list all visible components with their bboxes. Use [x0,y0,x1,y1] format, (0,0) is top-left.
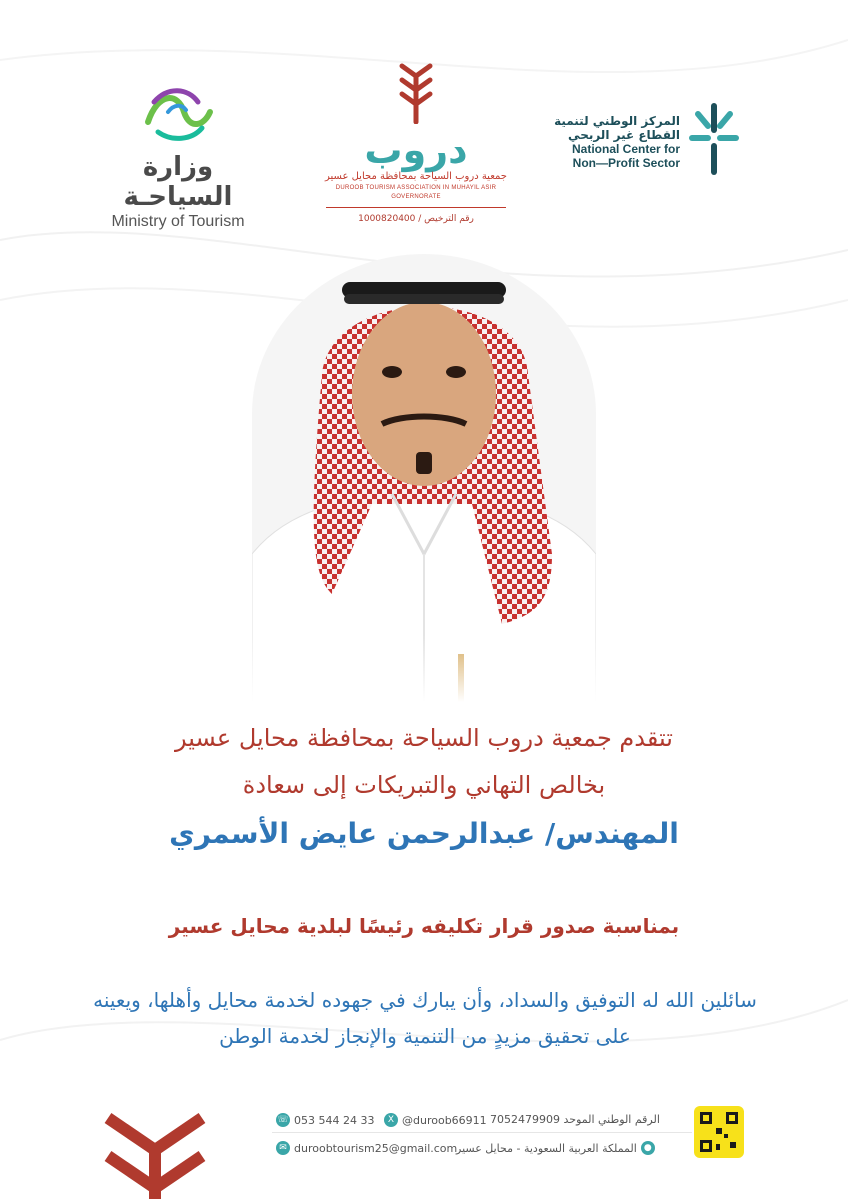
national-number: الرقم الوطني الموحد 7052479909 [490,1113,660,1126]
duroob-name: دروب [364,128,468,172]
tourism-arabic-name: وزارة السياحـة [123,152,233,212]
ncnp-star-icon [686,100,742,178]
duroob-logo [318,62,514,225]
national-center-logo [554,100,750,180]
divider [326,207,506,208]
duroob-arabic-subtitle: جمعية دروب السياحة بمحافظة محايل عسير [325,171,507,182]
footer-email[interactable] [272,1141,457,1155]
x-icon: X [384,1113,398,1127]
greeting-line-2: بخالص التهاني والتبريكات إلى سعادة [242,771,606,799]
portrait-photo [252,254,596,702]
x-handle: @duroob66911 [402,1113,487,1127]
honoree-name: المهندس/ عبدالرحمن عايض الأسمري [169,817,679,850]
duroob-english-subtitle: DUROOB TOURISM ASSOCIATION IN MUHAYIL ASIR GOVERNORATE [335,185,497,200]
mail-icon: ✉ [276,1141,290,1155]
prayer-paragraph: سائلين الله له التوفيق والسداد، وأن يبارك في جهوده لخدمة محايل وأهلها، ويعينه على تحقيق مزيدٍ من التنمية والإنجاز لخدمة الوطن [93,988,757,1048]
occasion-line: بمناسبة صدور قرار تكليفه رئيسًا لبلدية محايل عسير [168,914,680,938]
footer-national-number [490,1113,660,1126]
ncnp-arabic-line2: القطاع غير الربحي [568,128,680,142]
greeting-line-1: تتقدم جمعية دروب السياحة بمحافظة محايل عسير [175,724,673,752]
ncnp-arabic-line1: المركز الوطني لتنمية [554,114,680,128]
footer-phone[interactable] [272,1113,374,1127]
phone-number: 053 544 24 33 [294,1113,375,1127]
location-text: المملكة العربية السعودية - محايل عسير [456,1141,637,1155]
phone-icon: ☏ [277,1115,289,1125]
footer-x-account[interactable] [380,1113,487,1127]
tourism-emblem-icon [138,82,218,148]
duroob-footer-mark-icon [100,1110,210,1199]
ncnp-english-line2: Non—Profit Sector [572,156,680,170]
footer-divider [272,1132,692,1133]
ncnp-english-line1: National Center for [571,142,680,156]
ministry-of-tourism-logo [98,82,258,232]
footer-location [456,1141,659,1155]
license-number: رقم الترخيص / 1000820400 [358,214,474,224]
snapchat-qr-code[interactable] [694,1106,744,1158]
duroob-arrow-icon [396,62,436,124]
email-address: duroobtourism25@gmail.com [294,1141,458,1155]
location-pin-icon: ● [641,1141,655,1155]
tourism-english-name: Ministry of Tourism [111,213,245,230]
